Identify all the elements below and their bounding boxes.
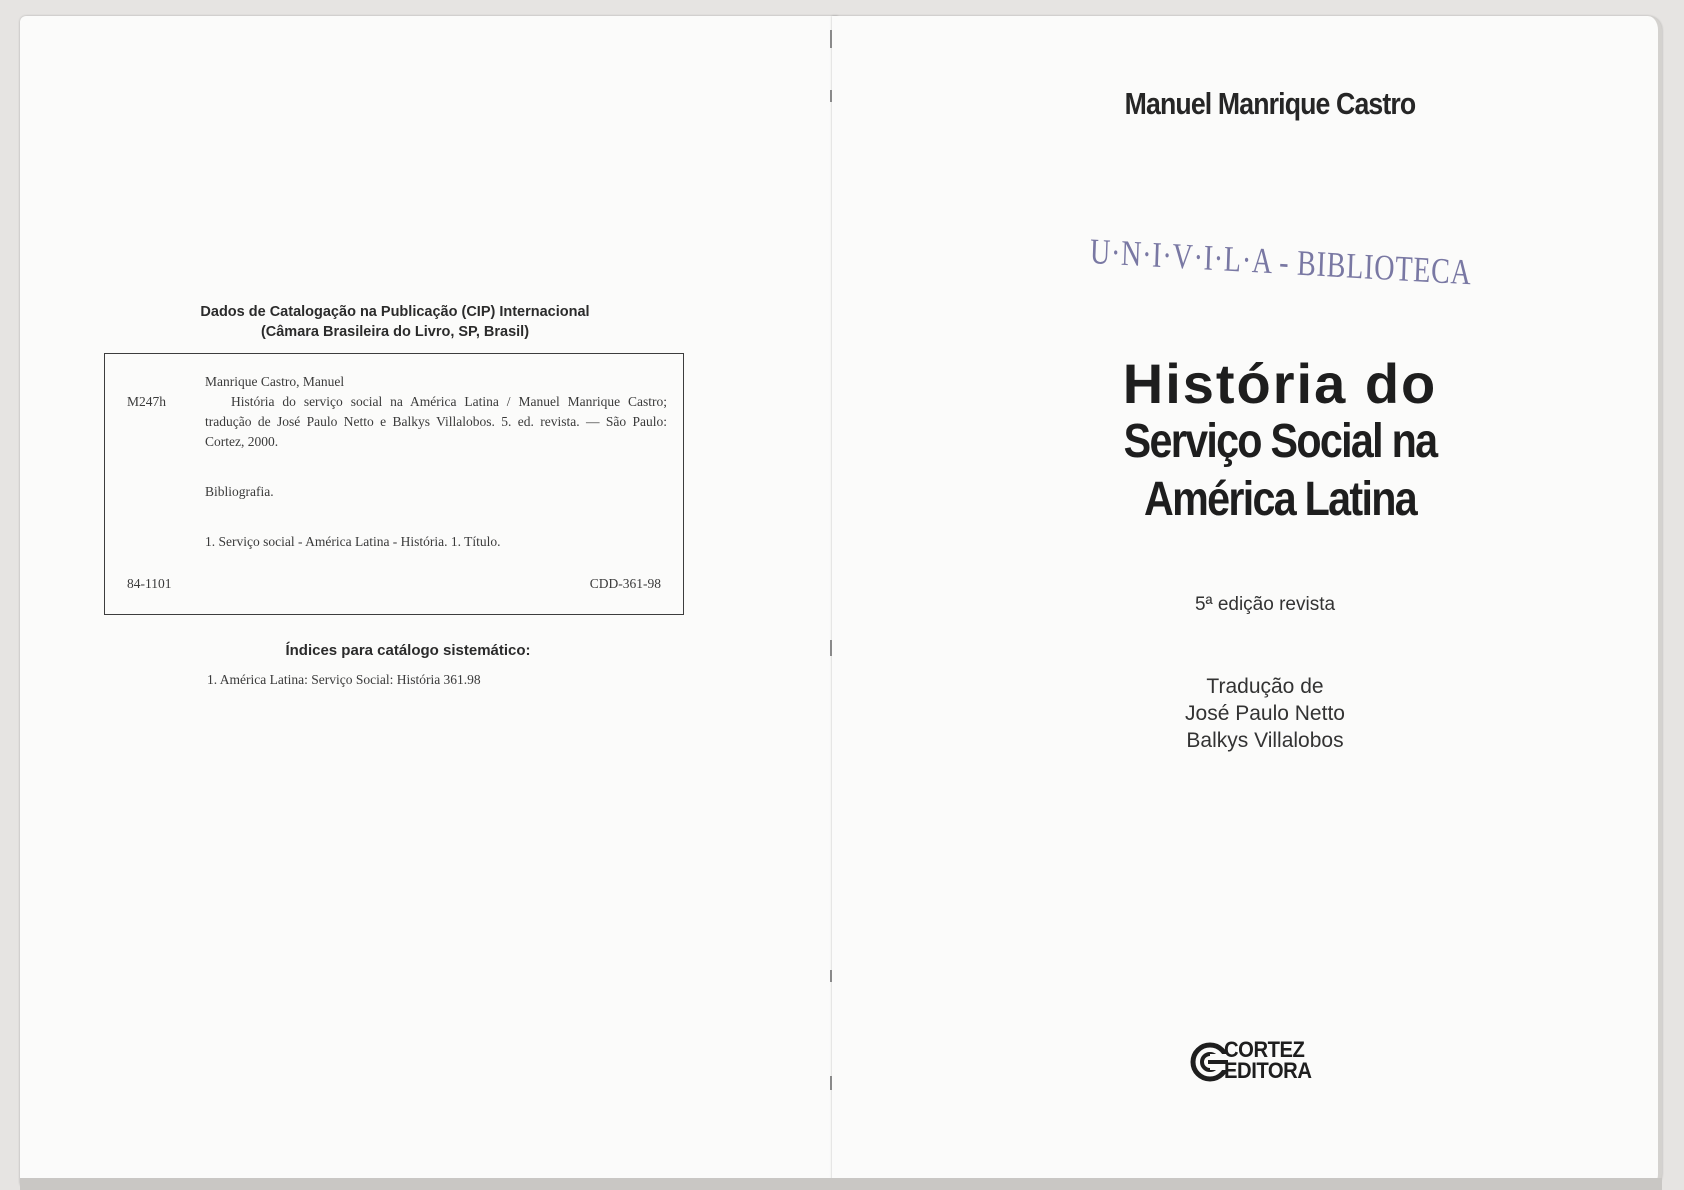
title-line1: História do: [1122, 352, 1438, 415]
cip-record-number: 84-1101: [127, 576, 172, 591]
library-stamp: U·N·I·V·I·L·A - BIBLIOTECA: [1089, 231, 1473, 293]
spine-mark: [830, 1076, 832, 1090]
publisher-logo: [1190, 1036, 1350, 1088]
translation-line1: Tradução de: [1206, 675, 1324, 698]
publisher-line2: EDITORA: [1224, 1058, 1312, 1083]
cip-record-box: [104, 353, 684, 615]
edition-label: 5ª edição revista: [1194, 594, 1336, 615]
publisher-name: [1224, 1039, 1312, 1081]
bottom-edge: [20, 1178, 1662, 1190]
cip-description: História do serviço social na América Latina / Manuel Manrique Castro; tradução de José Paulo Netto e Balkys Villalobos. 5. ed. revista. — São Paulo: Cortez, 2000.: [205, 394, 667, 449]
cip-cdd: CDD-361-98: [589, 576, 661, 591]
title-line2: Serviço Social na: [1123, 415, 1437, 468]
cip-heading: [150, 302, 640, 342]
publisher-line1: CORTEZ: [1224, 1037, 1305, 1062]
cip-author-entry: Manrique Castro, Manuel: [205, 374, 345, 389]
index-heading: Índices para catálogo sistemático:: [285, 642, 531, 659]
cip-subjects: 1. Serviço social - América Latina - História. 1. Título.: [205, 534, 501, 549]
bleed-through-text: [320, 104, 540, 194]
spine-mark: [830, 30, 832, 48]
cip-heading-line2: (Câmara Brasileira do Livro, SP, Brasil): [260, 324, 530, 340]
translation-line3: Balkys Villalobos: [1186, 729, 1344, 752]
spine-mark: [830, 90, 832, 102]
cip-call-number: M247h: [127, 394, 167, 409]
title-line3: América Latina: [1144, 473, 1416, 526]
cip-heading-line1: Dados de Catalogação na Publicação (CIP) Internacional: [200, 304, 590, 320]
author-name: Manuel Manrique Castro: [1124, 86, 1416, 121]
spine-mark: [830, 970, 832, 982]
translation-credits: [1120, 673, 1410, 754]
book-title: [1045, 352, 1515, 529]
index-item: 1. América Latina: Serviço Social: História 361.98: [207, 672, 481, 687]
translation-line2: José Paulo Netto: [1185, 702, 1345, 725]
cip-bibliography: Bibliografia.: [205, 484, 274, 499]
spine-mark: [830, 640, 832, 656]
